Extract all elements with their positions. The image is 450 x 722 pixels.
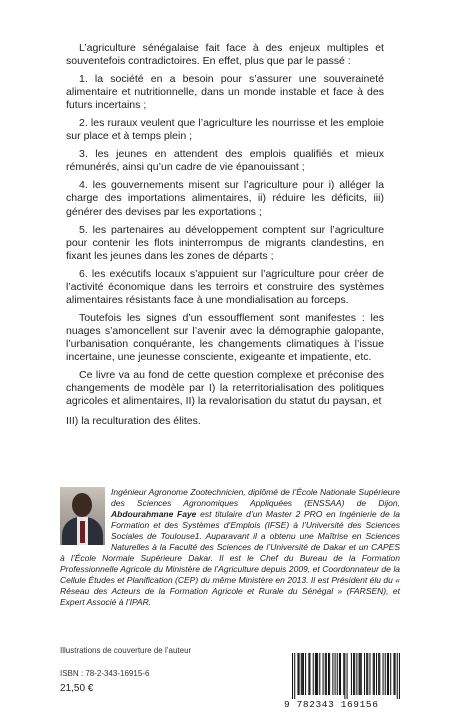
barcode-number: 9 782343 169156 (284, 699, 379, 710)
cover-credits: Illustrations de couverture de l’auteur (60, 646, 192, 655)
barcode-bar (344, 653, 345, 699)
barcode-bar (387, 653, 388, 695)
blurb-point-5: 5. les partenaires au développement comptent sur l’agriculture pour contenir les flots ininterrompus de migrants clandestins, en fixant les jeunes dans les zones de départs ; (66, 223, 384, 262)
barcode-bar (373, 653, 374, 695)
barcode-bar (376, 653, 377, 695)
barcode-bar (292, 653, 293, 699)
barcode-bar (328, 653, 329, 695)
barcode-bar (323, 653, 324, 695)
blurb-point-6: 6. les exécutifs locaux s’appuient sur l’agriculture pour créer de l’activité économique dans les terroirs et construire des systèmes alimentaires résistants face à une mondialisation au forceps. (66, 267, 384, 306)
barcode-bar (390, 653, 391, 695)
author-bio-text (60, 487, 400, 607)
barcode-bar (360, 653, 361, 695)
back-cover-blurb (66, 42, 384, 433)
price: 21,50 € (60, 683, 94, 694)
barcode-bar (379, 653, 380, 695)
blurb-point-1: 1. la société en a besoin pour s’assurer une souveraineté alimentaire et nutritionnelle, dans un monde instable et face à des futurs incertains ; (66, 73, 384, 112)
barcode-bar (313, 653, 314, 695)
barcode-bar (305, 653, 306, 695)
blurb-however: Toutefois les signes d’un essoufflement sont manifestes : les nuages s’amoncellent sur l’avenir avec la démographie galopante, l’urbanisation conquérante, les changements climatiques à l’issue incertaine, une jeunesse consciente, exigeante et impatiente, etc. (66, 311, 384, 363)
barcode-bar (378, 653, 379, 695)
barcode-bar (361, 653, 362, 695)
isbn: ISBN : 78-2-343-16915-6 (60, 669, 150, 678)
barcode-bar (393, 653, 394, 695)
barcode-bar (388, 653, 389, 695)
barcode-bar (351, 653, 352, 695)
barcode-bar (343, 653, 344, 695)
blurb-point-2: 2. les ruraux veulent que l’agriculture les nourrisse et les emploie sur place et à temps plein ; (66, 117, 384, 143)
barcode (292, 653, 400, 699)
barcode-bar (366, 653, 367, 695)
barcode-bar (325, 653, 326, 695)
barcode-bar (329, 653, 330, 695)
barcode-bar (301, 653, 302, 695)
barcode-bar (340, 653, 341, 695)
barcode-bar (374, 653, 375, 695)
barcode-bar (359, 653, 360, 695)
blurb-point-4: 4. les gouvernements misent sur l’agriculture pour i) alléger la charge des importations alimentaires, ii) réduire les déficits, iii) générer des devises par les exportations ; (66, 179, 384, 218)
blurb-conclusion: Ce livre va au fond de cette question complexe et préconise des changements de modèle par I) la reterritorialisation des politiques agricoles et alimentaires, II) la revalorisation du statut du paysan, et (66, 369, 384, 408)
bio-text-before: Ingénieur Agronome Zootechnicien, diplômé de l’École Nationale Supérieure des Sciences Agronomiques Appliquées (ENSSAA) de Dijon, (111, 487, 400, 508)
barcode-bar (367, 653, 368, 695)
barcode-bar (385, 653, 386, 695)
barcode-bar (294, 653, 295, 699)
barcode-bar (303, 653, 304, 695)
barcode-bar (364, 653, 365, 695)
barcode-bar (347, 653, 348, 699)
author-photo (60, 487, 105, 545)
blurb-intro: L’agriculture sénégalaise fait face à des enjeux multiples et souventefois contradictoires. En effet, plus que par le passé : (66, 42, 384, 68)
barcode-bar (315, 653, 316, 695)
barcode-bar (335, 653, 336, 695)
barcode-bar (337, 653, 338, 695)
author-name: Abdourahmane Faye (111, 508, 197, 519)
barcode-bar (299, 653, 300, 695)
barcode-bar (354, 653, 355, 695)
bio-text-after: est titulaire d’un Master 2 PRO en Ingénierie de la Formation et des Systèmes d’Emplois (IFSE) à l’Université des Sciences Sociales de Toulouse1. Auparavant il a obtenu une Maîtrise en Sciences Naturelles à la Faculté des Sciences de l’Université de Dakar et un CAPES à l’École Normale Supérieure Dakar. Il est le Chef du Bureau de la Formation Professionnelle Agricole du Ministère de l’Agriculture depuis 2009, et Coordonnateur de la Cellule Études et Planification (CEP) du même Ministère en 2013. Il est Président élu du « Réseau des Acteurs de la Formation Agricole et Rurale du Sénégal » (FARSEN), et Expert Associé à l’IPAR. (60, 508, 400, 607)
barcode-bar (397, 653, 398, 699)
barcode-bar (399, 653, 400, 699)
blurb-conclusion-end: III) la reculturation des élites. (66, 415, 201, 428)
barcode-bar (356, 653, 357, 695)
barcode-bar (309, 653, 310, 695)
barcode-bar (332, 653, 333, 695)
barcode-bar (353, 653, 354, 695)
barcode-bar (319, 653, 320, 695)
barcode-bar (297, 653, 298, 695)
barcode-bar (369, 653, 370, 695)
barcode-bar (302, 653, 303, 695)
barcode-bar (317, 653, 318, 695)
barcode-bar (308, 653, 309, 695)
barcode-bar (339, 653, 340, 695)
barcode-bar (395, 653, 396, 695)
blurb-point-3: 3. les jeunes en attendent des emplois qualifiés et mieux rémunérés, ainsi qu’un cadre de vie épanouissant ; (66, 148, 384, 174)
barcode-bar (316, 653, 317, 695)
barcode-bar (326, 653, 327, 695)
author-bio (60, 487, 400, 607)
barcode-bar (383, 653, 384, 695)
